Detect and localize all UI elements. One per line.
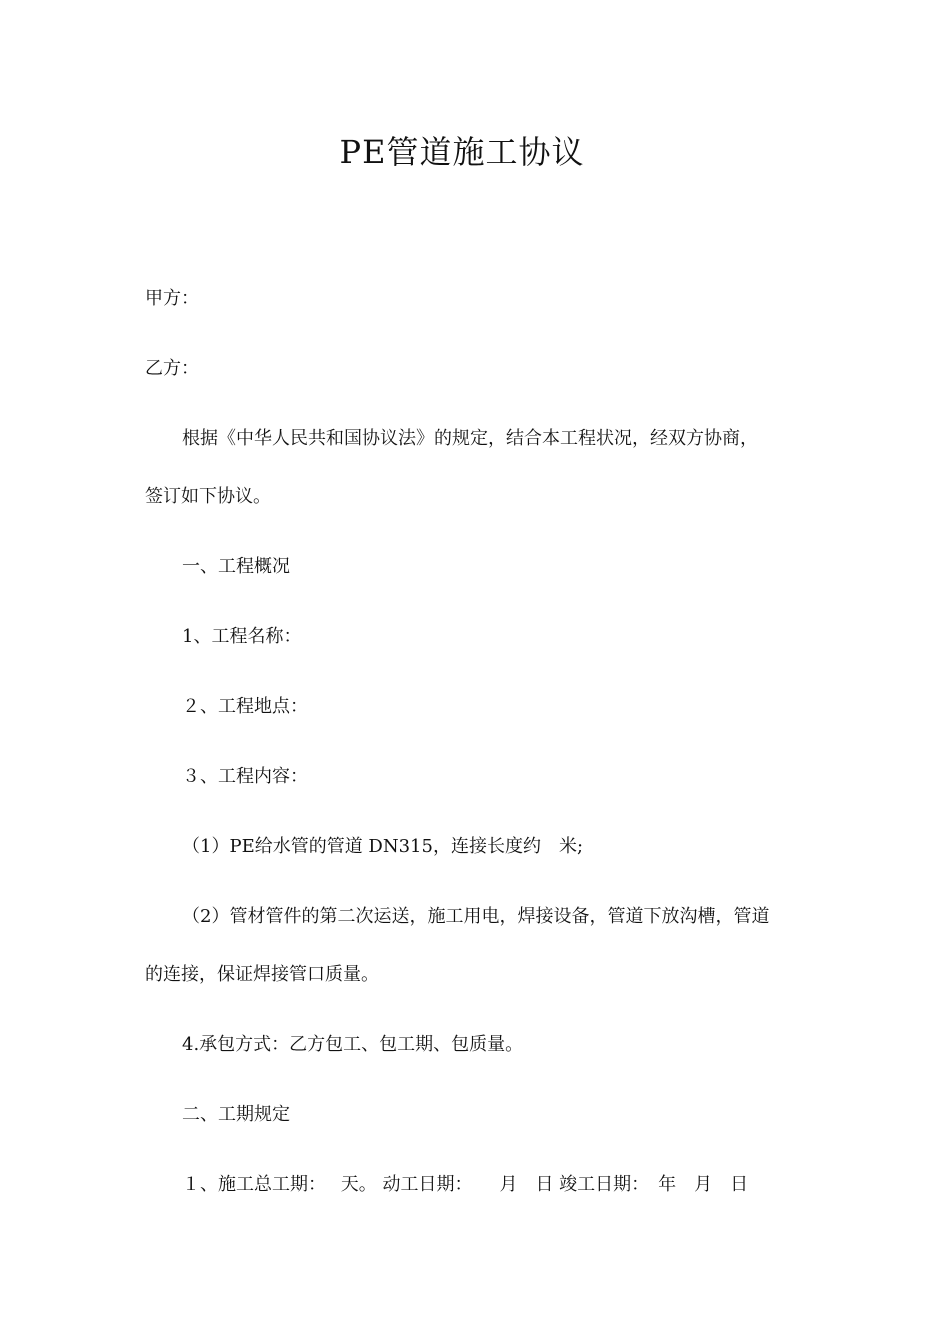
party-b-label: 乙方： bbox=[145, 358, 199, 379]
party-a-label: 甲方： bbox=[145, 288, 199, 309]
project-location-item: ２、工程地点： bbox=[182, 696, 308, 717]
contract-method-item: 4.承包方式：乙方包工、包工期、包质量。 bbox=[182, 1034, 524, 1055]
schedule-item: １、施工总工期： 天。 动工日期： 月 日 竣工日期： 年 月 日 bbox=[182, 1174, 749, 1195]
content-subitem-2-line-2: 的连接，保证焊接管口质量。 bbox=[145, 964, 379, 985]
section-1-heading: 一、工程概况 bbox=[182, 556, 290, 577]
intro-paragraph-line-2: 签订如下协议。 bbox=[145, 486, 271, 507]
content-subitem-1: （1）PE给水管的管道 DN315，连接长度约 米; bbox=[182, 836, 584, 857]
project-name-item: 1、工程名称： bbox=[182, 626, 302, 647]
intro-paragraph-line-1: 根据《中华人民共和国协议法》的规定，结合本工程状况，经双方协商， bbox=[182, 428, 758, 449]
project-content-item: ３、工程内容： bbox=[182, 766, 308, 787]
document-title: PE管道施工协议 bbox=[339, 133, 585, 171]
section-2-heading: 二、工期规定 bbox=[182, 1104, 290, 1125]
content-subitem-2-line-1: （2）管材管件的第二次运送，施工用电，焊接设备，管道下放沟槽，管道 bbox=[182, 906, 770, 927]
